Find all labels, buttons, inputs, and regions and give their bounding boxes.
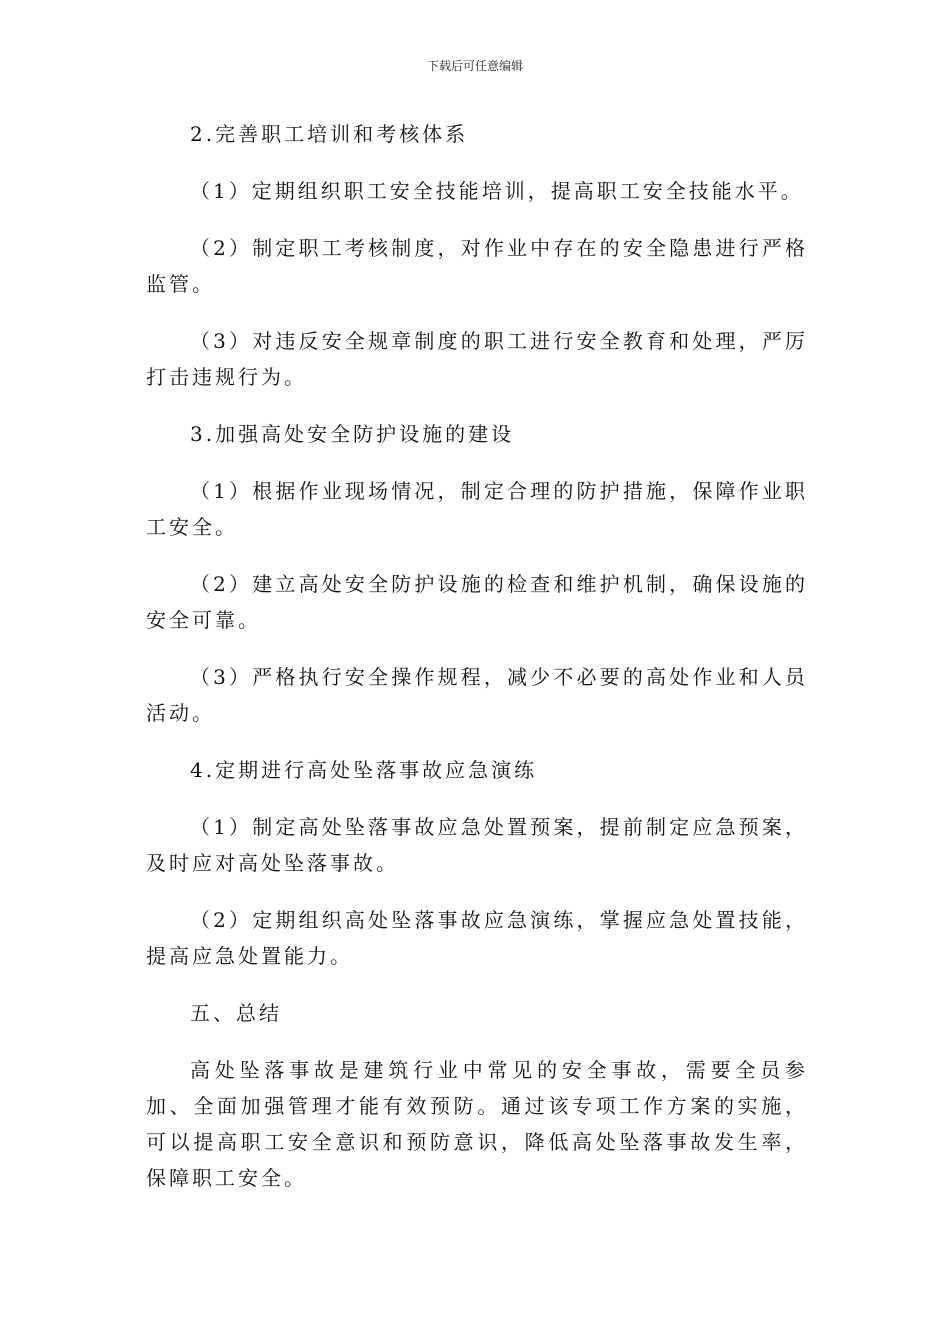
list-item: （2）建立高处安全防护设施的检查和维护机制，确保设施的安全可靠。 (146, 572, 808, 632)
section-heading-facilities: 3.加强高处安全防护设施的建设 (190, 422, 515, 446)
list-item: （3）对违反安全规章制度的职工进行安全教育和处理，严厉打击违规行为。 (146, 329, 808, 389)
list-item: （1）制定高处坠落事故应急处置预案，提前制定应急预案，及时应对高处坠落事故。 (146, 815, 808, 875)
list-item: （1）根据作业现场情况，制定合理的防护措施，保障作业职工安全。 (146, 479, 808, 539)
section-heading-training: 2.完善职工培训和考核体系 (190, 122, 469, 146)
list-item: （2）制定职工考核制度，对作业中存在的安全隐患进行严格监管。 (146, 236, 808, 296)
section-heading-summary: 五、总结 (190, 1001, 282, 1025)
list-item: （1）定期组织职工安全技能培训，提高职工安全技能水平。 (190, 179, 804, 203)
list-item: （2）定期组织高处坠落事故应急演练，掌握应急处置技能，提高应急处置能力。 (146, 908, 808, 968)
list-item: （3）严格执行安全操作规程，减少不必要的高处作业和人员活动。 (146, 665, 808, 725)
summary-paragraph: 高处坠落事故是建筑行业中常见的安全事故，需要全员参加、全面加强管理才能有效预防。通过该专项工作方案的实施，可以提高职工安全意识和预防意识，降低高处坠落事故发生率，保障职工安全。 (146, 1058, 808, 1190)
page-header: 下载后可任意编辑 (426, 59, 523, 73)
document-body (146, 116, 808, 1196)
section-heading-drill: 4.定期进行高处坠落事故应急演练 (190, 758, 538, 782)
